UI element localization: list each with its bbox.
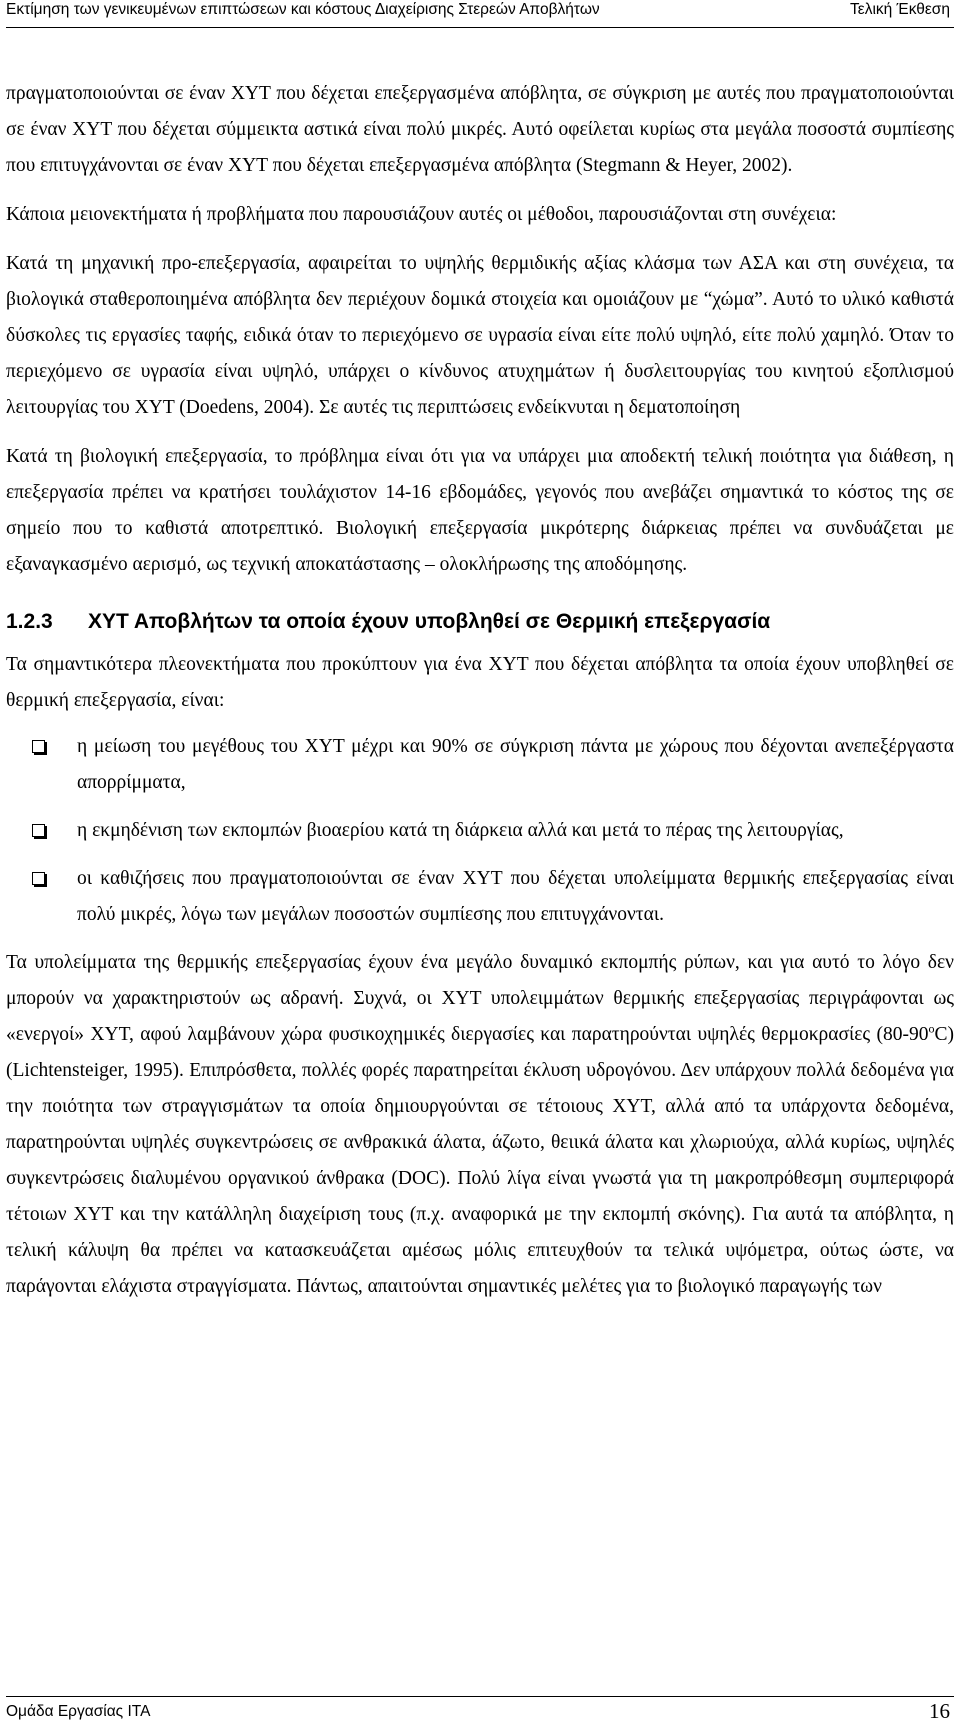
- list-item-text: οι καθιζήσεις που πραγματοποιούνται σε έναν ΧΥΤ που δέχεται υπολείμματα θερμικής επεξεργασίας είναι πολύ μικρές, λόγω των μεγάλων ποσοστών συμπίεσης που επιτυγχάνονται.: [77, 868, 954, 925]
- list-item-text: η εκμηδένιση των εκπομπών βιοαερίου κατά τη διάρκεια αλλά και μετά το πέρας της λειτουργίας,: [77, 820, 844, 841]
- header-divider: [6, 27, 954, 28]
- page-number: 16: [929, 1699, 950, 1723]
- degree-superscript: o: [928, 1021, 935, 1036]
- checkbox-bullet-icon: [32, 824, 45, 837]
- paragraph-text-part: C) (Lichtensteiger, 1995). Επιπρόσθετα, πολλές φορές παρατηρείται έκλυση υδρογόνου. Δεν υπάρχουν πολλά δεδομένα για την ποιότητα των στραγγισμάτων τα οποία δημιουργούνται σε τέτοιους ΧΥΤ, αλλά από τα υπάρχοντα δεδομένα, παρατηρούνται υψηλές συγκεντρώσεις σε ανθρακικά άλατα, άζωτο, θειικά άλατα και χλωριούχα, αλλά κυρίως, υψηλές συγκεντρώσεις διαλυμένου οργανικού άνθρακα (DOC). Πολύ λίγα είναι γνωστά για τη μακροπρόθεσμη συμπεριφορά τέτοιων ΧΥΤ και την κατάλληλη διαχείριση τους (π.χ. αναφορικά με την εκπομπή σκόνης). Για αυτά τα απόβλητα, η τελική κάλυψη θα πρέπει να κατασκευάζεται αμέσως μόλις επιτευχθούν τα τελικά υψόμετρα, ούτως ώστε, να παράγονται ελάχιστα στραγγίσματα. Πάντως, απαιτούνται σημαντικές μελέτες για το βιολογικό παραγωγής των: [6, 1024, 954, 1297]
- section-heading: [6, 605, 954, 639]
- footer-divider: [6, 1696, 954, 1697]
- report-type: Τελική Έκθεση: [850, 1, 950, 18]
- advantages-list: [6, 729, 954, 933]
- paragraph-thermal-residues: [6, 945, 954, 1305]
- paragraph-disadvantages-intro: Κάποια μειονεκτήματα ή προβλήματα που παρουσιάζουν αυτές οι μέθοδοι, παρουσιάζονται στη συνέχεια:: [6, 204, 837, 225]
- page-header: [6, 0, 950, 29]
- checkbox-bullet-icon: [32, 740, 45, 753]
- team-name: Ομάδα Εργασίας ΙΤΑ: [6, 1702, 151, 1720]
- paragraph-text-part: Τα υπολείμματα της θερμικής επεξεργασίας έχουν ένα μεγάλο δυναμικό εκπομπής ρύπων, και για αυτό το λόγο δεν μπορούν να χαρακτηριστούν ως αδρανή. Συχνά, οι ΧΥΤ υπολειμμάτων θερμικής επεξεργασίας περιγράφονται ως «ενεργοί» ΧΥΤ, αφού λαμβάνουν χώρα φυσικοχημικές διεργασίες και παρατηρούνται υψηλές θερμοκρασίες (80-90: [6, 952, 954, 1045]
- list-item: [6, 729, 954, 801]
- section-title: ΧΥΤ Αποβλήτων τα οποία έχουν υποβληθεί σε Θερμική επεξεργασία: [88, 610, 771, 633]
- document-title: Εκτίμηση των γενικευμένων επιπτώσεων και κόστους Διαχείρισης Στερεών Αποβλήτων: [6, 1, 600, 18]
- paragraph-mechanical-pretreatment: Κατά τη μηχανική προ-επεξεργασία, αφαιρείται το υψηλής θερμιδικής αξίας κλάσμα των ΑΣΑ και στη συνέχεια, τα βιολογικά σταθεροποιημένα απόβλητα δεν περιέχουν δομικά στοιχεία και ομοιάζουν με “χώμα”. Αυτό το υλικό καθιστά δύσκολες τις εργασίες ταφής, ειδικά όταν το περιεχόμενο σε υγρασία είναι είτε πολύ υψηλό, είτε πολύ χαμηλό. Όταν το περιεχόμενο σε υγρασία είναι υψηλό, υπάρχει ο κίνδυνος ατυχημάτων ή δυσλειτουργίας του κινητού εξοπλισμού λειτουργίας του ΧΥΤ (Doedens, 2004). Σε αυτές τις περιπτώσεις ενδείκνυται η δεματοποίηση: [6, 253, 954, 418]
- paragraph-continuation: πραγματοποιούνται σε έναν ΧΥΤ που δέχεται επεξεργασμένα απόβλητα, σε σύγκριση με αυτές που πραγματοποιούνται σε έναν ΧΥΤ που δέχεται σύμμεικτα αστικά είναι πολύ μικρές. Αυτό οφείλεται κυρίως στα μεγάλα ποσοστά συμπίεσης που επιτυγχάνονται σε έναν ΧΥΤ που δέχεται επεξεργασμένα απόβλητα (Stegmann & Heyer, 2002).: [6, 83, 954, 176]
- page-footer: [6, 1699, 950, 1724]
- page-body: [6, 76, 954, 1305]
- list-item: [6, 861, 954, 933]
- list-item-text: η μείωση του μεγέθους του ΧΥΤ μέχρι και 90% σε σύγκριση πάντα με χώρους που δέχονται ανεπεξέργαστα απορρίμματα,: [77, 736, 954, 793]
- paragraph-biological-treatment: Κατά τη βιολογική επεξεργασία, το πρόβλημα είναι ότι για να υπάρχει μια αποδεκτή τελική ποιότητα για διάθεση, η επεξεργασία πρέπει να κρατήσει τουλάχιστον 14-16 εβδομάδες, γεγονός που ανεβάζει σημαντικά το κόστος της σε σημείο που το καθιστά αποτρεπτικό. Βιολογική επεξεργασία μικρότερης διάρκειας πρέπει να συνδυάζεται με εξαναγκασμένο αερισμό, ως τεχνική αποκατάστασης – ολοκλήρωσης της αποδόμησης.: [6, 446, 954, 575]
- list-item: [6, 813, 954, 849]
- paragraph-advantages-intro: Τα σημαντικότερα πλεονεκτήματα που προκύπτουν για ένα ΧΥΤ που δέχεται απόβλητα τα οποία έχουν υποβληθεί σε θερμική επεξεργασία, είναι:: [6, 654, 954, 711]
- checkbox-bullet-icon: [32, 872, 45, 885]
- section-number: 1.2.3: [6, 610, 53, 633]
